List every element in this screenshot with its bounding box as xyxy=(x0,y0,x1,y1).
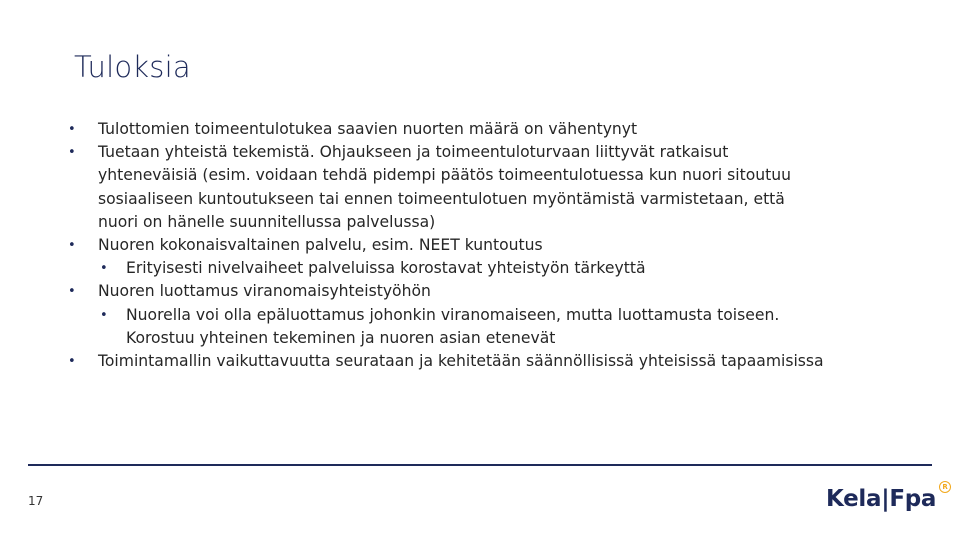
sub-bullet-text: Nuorella voi olla epäluottamus johonkin viranomaiseen, mutta luottamusta toiseen. Korostuu yhteinen tekeminen ja nuoren asian etenevät xyxy=(126,305,780,347)
sub-bullet-text: Erityisesti nivelvaiheet palveluissa korostavat yhteistyön tärkeyttä xyxy=(126,259,646,278)
bullet-text: Nuoren luottamus viranomaisyhteistyöhön xyxy=(98,282,431,301)
bullet-item xyxy=(60,280,920,303)
sub-bullet-marker: • xyxy=(100,307,108,323)
bullet-text: Toimintamallin vaikuttavuutta seurataan ja kehitetään säännöllisissä yhteisissä tapaamisissa xyxy=(98,352,824,371)
kela-fpa-logo xyxy=(826,481,951,521)
sub-bullet-item xyxy=(60,257,920,280)
page-number: 17 xyxy=(28,494,44,508)
bullet-text: Nuoren kokonaisvaltainen palvelu, esim. NEET kuntoutus xyxy=(98,236,543,255)
bullet-item xyxy=(60,350,920,373)
bullet-text: Tulottomien toimeentulotukea saavien nuorten määrä on vähentynyt xyxy=(98,120,638,138)
bullet-marker: • xyxy=(68,238,76,254)
bullet-item xyxy=(60,118,920,141)
bullet-item xyxy=(60,234,920,257)
bullet-marker: • xyxy=(68,122,76,137)
registered-mark-icon: R xyxy=(939,481,951,493)
bullet-item xyxy=(60,141,920,234)
logo-wordmark: Kela|Fpa xyxy=(826,486,937,512)
slide-title: Tuloksia xyxy=(74,50,191,84)
bullet-list xyxy=(60,118,920,373)
bullet-text: Tuetaan yhteistä tekemistä. Ohjaukseen ja toimeentuloturvaan liittyvät ratkaisut yhteneväisiä (esim. voidaan tehdä pidempi päätös toimeentulotuessa kun nuori sitoutuu sosiaaliseen kuntoutukseen tai ennen toimeentulotuen myöntämistä varmistetaan, että nuori on hänelle suunnitellussa palvelussa) xyxy=(98,143,792,231)
bullet-marker: • xyxy=(68,284,76,300)
sub-bullet-marker: • xyxy=(100,261,108,277)
bullet-marker: • xyxy=(68,354,76,370)
footer-divider xyxy=(28,464,932,466)
sub-bullet-item xyxy=(60,304,920,350)
bullet-marker: • xyxy=(68,145,76,161)
